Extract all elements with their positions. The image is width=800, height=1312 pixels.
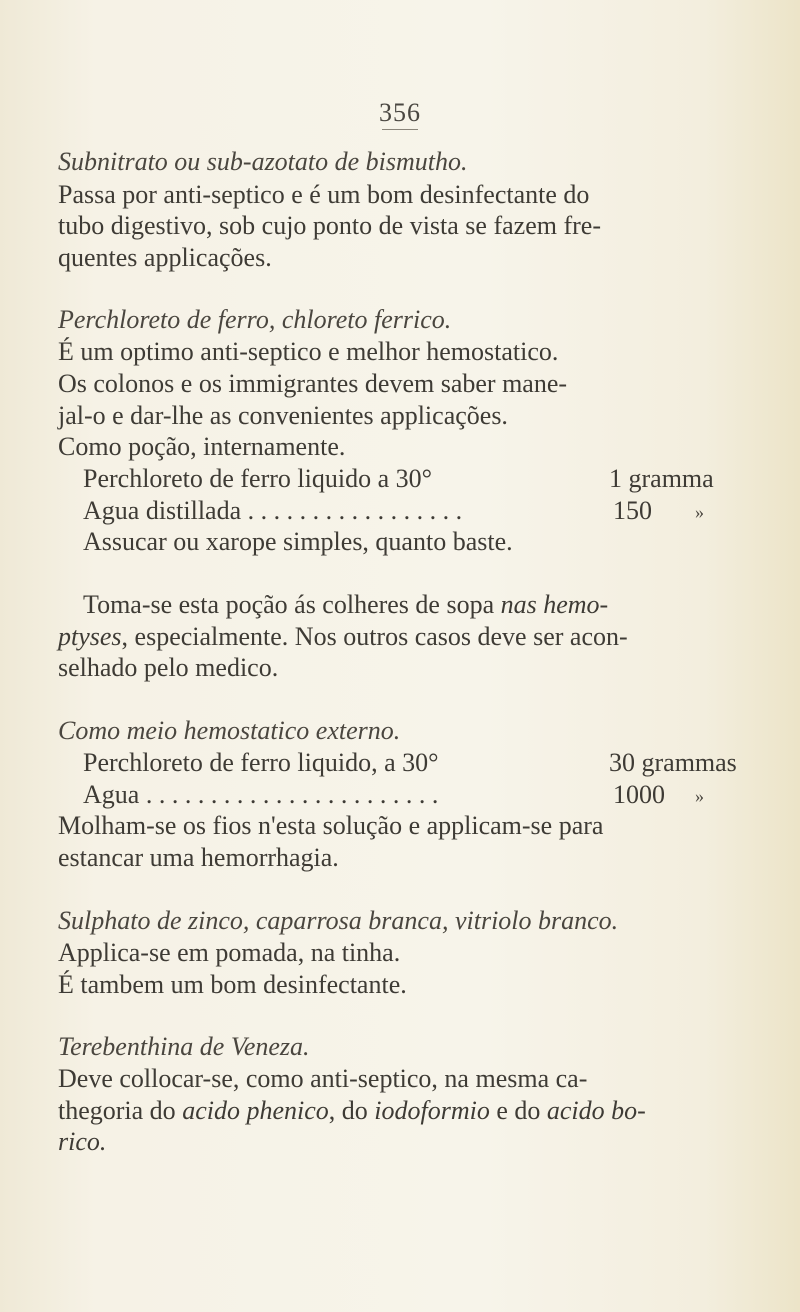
text-line: Toma-se esta poção ás colheres de sopa nas hemo-: [83, 590, 609, 619]
page-number-rule: [382, 129, 418, 130]
text-line: Os colonos e os immigrantes devem saber mane-: [58, 369, 568, 398]
heading-hemostatico-externo: Como meio hemostatico externo.: [58, 716, 401, 745]
text-line: thegoria do acido phenico, do iodoformio e do acido bo-: [58, 1096, 646, 1125]
text-line: Applica-se em pomada, na tinha.: [58, 938, 401, 967]
recipe-item: Assucar ou xarope simples, quanto baste.: [83, 527, 513, 556]
recipe-item: [83, 780, 438, 810]
text-line: Deve collocar-se, como anti-septico, na mesma ca-: [58, 1064, 588, 1093]
recipe-qty: 30 grammas: [609, 748, 737, 777]
recipe-dot-leader: . . . . . . . . . . . . . . . . .: [241, 496, 463, 525]
text-line: tubo digestivo, sob cujo ponto de vista se fazem fre-: [58, 211, 601, 240]
heading-terebenthina: Terebenthina de Veneza.: [58, 1032, 310, 1061]
heading-sulphato-zinco: Sulphato de zinco, caparrosa branca, vitriolo branco.: [58, 906, 619, 935]
recipe-item: [83, 496, 462, 526]
page-number: 356: [379, 98, 421, 127]
text-line: estancar uma hemorrhagia.: [58, 843, 339, 872]
ditto-mark: »: [695, 786, 704, 806]
text-line: É um optimo anti-septico e melhor hemostatico.: [58, 337, 559, 366]
recipe-qty: 1000: [613, 780, 665, 809]
text-line: jal-o e dar-lhe as convenientes applicações.: [58, 401, 508, 430]
text-line: selhado pelo medico.: [58, 653, 279, 682]
recipe-qty: 1 gramma: [609, 464, 714, 493]
ditto-mark: »: [695, 502, 704, 522]
recipe-item: Perchloreto de ferro liquido, a 30°: [83, 748, 439, 777]
recipe-item: Perchloreto de ferro liquido a 30°: [83, 464, 433, 493]
recipe-dot-leader: . . . . . . . . . . . . . . . . . . . . . . .: [139, 780, 439, 809]
text-line: ptyses, especialmente. Nos outros casos deve ser acon-: [58, 622, 628, 651]
text-line: quentes applicações.: [58, 243, 272, 272]
recipe-item-name: Agua: [83, 780, 140, 809]
heading-subnitrato: Subnitrato ou sub-azotato de bismutho.: [58, 147, 468, 176]
text-line: Molham-se os fios n'esta solução e applicam-se para: [58, 811, 604, 840]
text-line: É tambem um bom desinfectante.: [58, 970, 407, 999]
recipe-qty: 150: [613, 496, 652, 525]
heading-perchloreto: Perchloreto de ferro, chloreto ferrico.: [58, 305, 452, 334]
text-line: Passa por anti-septico e é um bom desinfectante do: [58, 180, 590, 209]
text-line: rico.: [58, 1127, 107, 1156]
recipe-item-name: Agua distillada: [83, 496, 242, 525]
text-line: Como poção, internamente.: [58, 432, 346, 461]
